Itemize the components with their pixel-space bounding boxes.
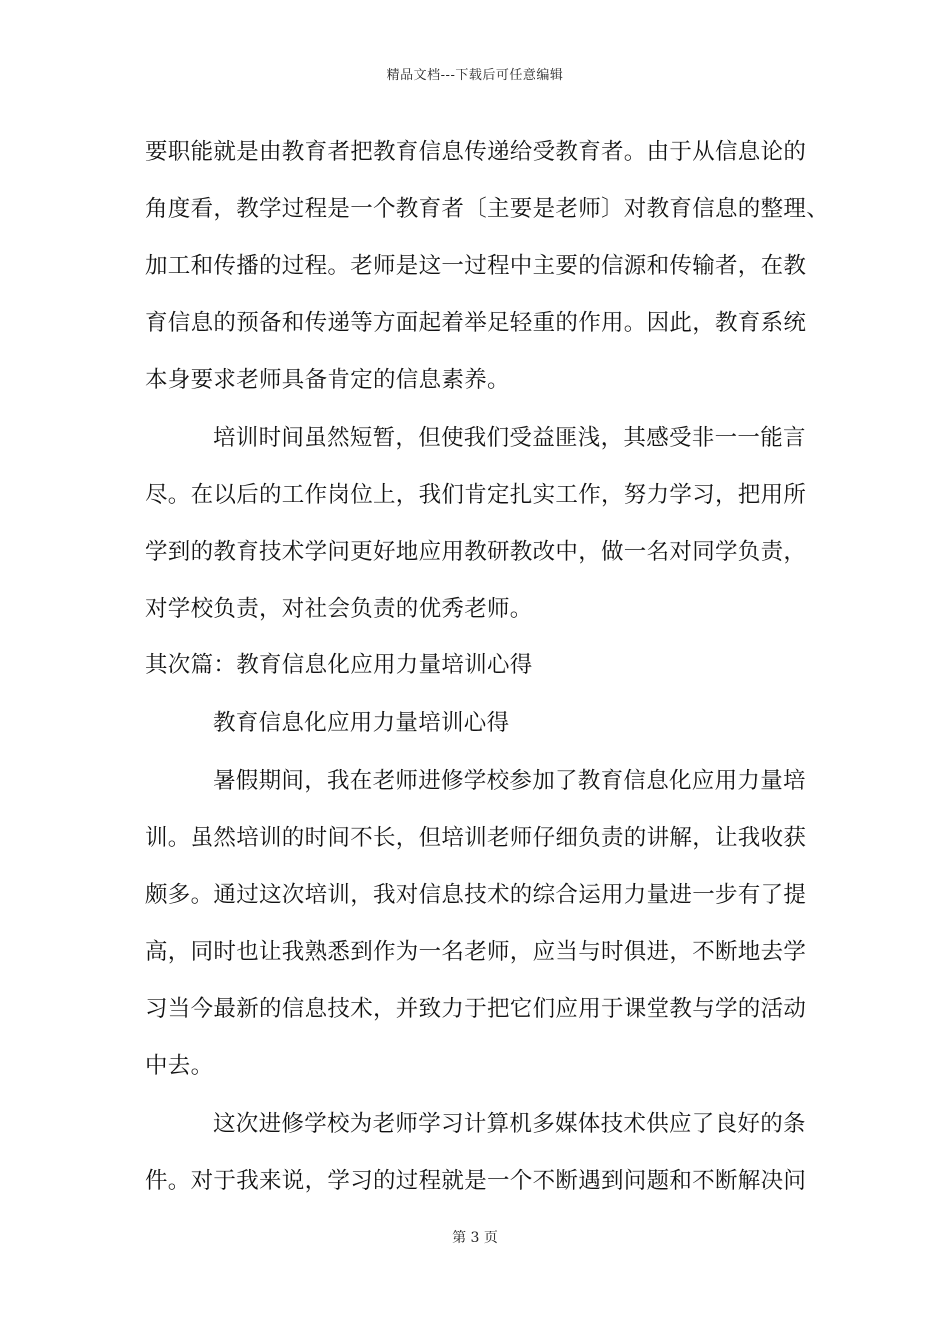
text-line: 习当今最新的信息技术，并致力于把它们应用于课堂教与学的活动 — [145, 996, 807, 1022]
text-line: 中去。 — [145, 1053, 214, 1079]
text-line: 高，同时也让我熟悉到作为一名老师，应当与时俱进，不断地去学 — [145, 939, 807, 965]
section-heading: 其次篇：教育信息化应用力量培训心得 — [145, 652, 533, 678]
text-line: 训。虽然培训的时间不长，但培训老师仔细负责的讲解，让我收获 — [145, 825, 807, 851]
text-line: 暑假期间，我在老师进修学校参加了教育信息化应用力量培 — [213, 768, 806, 794]
text-line: 要职能就是由教育者把教育信息传递给受教育者。由于从信息论的 — [145, 139, 807, 165]
text-line: 角度看，教学过程是一个教育者〔主要是老师〕对教育信息的整理、 — [145, 196, 830, 222]
page-header: 精品文档---下载后可任意编辑 — [386, 68, 564, 83]
text-line: 这次进修学校为老师学习计算机多媒体技术供应了良好的条 — [213, 1111, 806, 1137]
text-line: 加工和传播的过程。老师是这一过程中主要的信源和传输者，在教 — [145, 253, 807, 279]
text-line: 尽。在以后的工作岗位上，我们肯定扎实工作，努力学习，把用所 — [145, 482, 807, 508]
page-number: 第 3 页 — [452, 1230, 498, 1246]
text-line: 培训时间虽然短暂，但使我们受益匪浅，其感受非一一能言 — [213, 425, 806, 451]
text-line: 件。对于我来说，学习的过程就是一个不断遇到问题和不断解决问 — [145, 1168, 807, 1194]
text-line: 本身要求老师具备肯定的信息素养。 — [145, 367, 510, 393]
article-title: 教育信息化应用力量培训心得 — [213, 710, 510, 736]
text-line: 育信息的预备和传递等方面起着举足轻重的作用。因此，教育系统 — [145, 310, 807, 336]
text-line: 颇多。通过这次培训，我对信息技术的综合运用力量进一步有了提 — [145, 882, 807, 908]
text-line: 学到的教育技术学问更好地应用教研教改中，做一名对同学负责， — [145, 539, 807, 565]
text-line: 对学校负责，对社会负责的优秀老师。 — [145, 596, 533, 622]
